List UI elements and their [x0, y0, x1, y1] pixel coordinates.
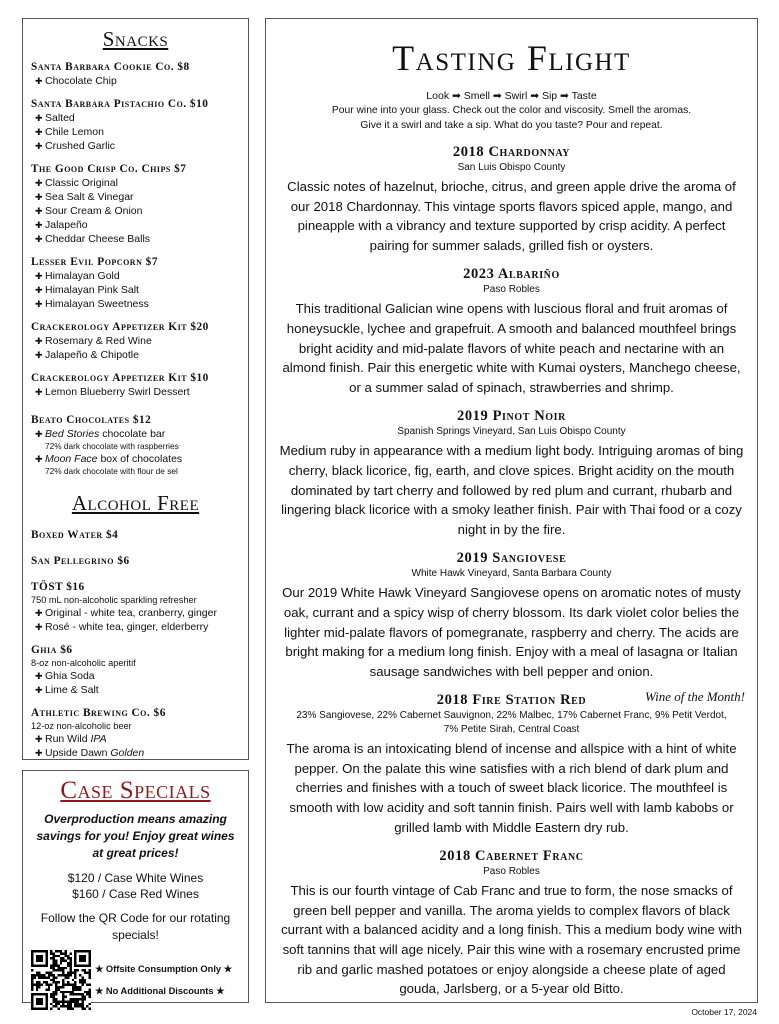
list-item: ✚ Himalayan Gold [35, 270, 120, 282]
wine-name: 2019 Sangiovese [456, 550, 567, 567]
qr-code-icon[interactable] [31, 950, 91, 1010]
wine-name: 2018 Cabernet Franc [439, 848, 584, 865]
list-item: ✚ Himalayan Sweetness [35, 298, 149, 310]
list-item: ✚ Lime & Salt [35, 684, 99, 696]
wine-entry [274, 847, 749, 999]
wine-origin: 23% Sangiovese, 22% Cabernet Sauvignon, 22% Malbec, 17% Cabernet Franc, 9% Petit Verdot, 7% Petite Sirah, Central Coast [296, 710, 727, 736]
snacks-panel [22, 18, 249, 760]
tasting-flight-panel [265, 18, 758, 1003]
list-item: ✚ Rosemary & Red Wine [35, 335, 152, 347]
list-item: ✚ Original - white tea, cranberry, ginger [35, 607, 217, 619]
drink-note: 12-oz non-alcoholic beer [31, 721, 132, 731]
item-note: 72% dark chocolate with raspberries [45, 441, 179, 451]
wine-origin: Paso Robles [483, 284, 540, 296]
policy-discounts: ★ No Additional Discounts ★ [95, 986, 225, 996]
wine-name: 2019 Pinot Noir [456, 408, 567, 425]
list-item: ✚ Jalapeño [35, 219, 88, 231]
wine-entry [274, 407, 749, 539]
instructions-line: Pour wine into your glass. Check out the color and viscosity. Smell the aromas. [331, 105, 692, 116]
list-item: ✚ Salted [35, 112, 75, 124]
snack-header: Lesser Evil Popcorn $7 [31, 256, 158, 268]
case-specials-intro: Overproduction means amazing savings for you! Enjoy great wines at great prices! [36, 812, 235, 860]
snacks-title: Snacks [102, 27, 169, 51]
item-note: 72% dark chocolate with flour de sel [45, 466, 178, 476]
alcohol-free-title: Alcohol Free [71, 491, 200, 515]
list-item: ✚ Lemon Blueberry Swirl Dessert [35, 386, 190, 398]
wine-entry [274, 549, 749, 681]
wine-description: Classic notes of hazelnut, brioche, citrus, and green apple drive the aroma of our 2018 Chardonnay. This vintage sports flavors spiced apple, mango, and pineapple with a vibrancy and texture supported by crisp acidity. A perfect pairing for summer salads, grilled fish or oysters. [287, 179, 736, 253]
drink-group [31, 643, 240, 697]
policy-offsite: ★ Offsite Consumption Only ★ [95, 964, 233, 974]
list-item: ✚ Classic Original [35, 177, 118, 189]
snack-group [31, 320, 240, 362]
snack-header: The Good Crisp Co. Chips $7 [31, 163, 187, 175]
snack-group [31, 413, 240, 477]
snack-group [31, 97, 240, 153]
list-item: ✚ Chocolate Chip [35, 75, 117, 87]
wine-name: 2018 Fire Station Red [436, 692, 587, 709]
snack-group [31, 60, 240, 88]
list-item: ✚ Crushed Garlic [35, 140, 116, 152]
drink-group [31, 706, 240, 760]
snack-group [31, 255, 240, 311]
wine-description: The aroma is an intoxicating blend of incense and allspice with a hint of white pepper. On the palate this wine satisfies with a rich blend of dark plum and cherries and finishes with a touch of sweet black licorice. The mouthfeel is smooth with low acidity and soft tannin finish. Pairs well with lamb kabobs or grilled lamb with Middle Eastern dry rub. [286, 741, 737, 835]
wine-origin: White Hawk Vineyard, Santa Barbara County [411, 568, 612, 580]
wine-name: 2023 Albariño [463, 266, 560, 283]
qr-instructions: Follow the QR Code for our rotating specials! [40, 911, 231, 942]
snack-header: Santa Barbara Pistachio Co. $10 [31, 98, 209, 110]
drink-header: Ghia $6 [31, 644, 73, 656]
drink-note: 750 mL non-alcoholic sparkling refresher [31, 595, 197, 605]
white-case-price: $120 / Case White Wines [67, 871, 204, 885]
snack-group [31, 371, 240, 399]
wine-of-the-month-label: Wine of the Month! [644, 689, 745, 705]
list-item: ✚ Himalayan Pink Salt [35, 284, 139, 296]
list-item: ✚ Chile Lemon [35, 126, 104, 138]
wine-name: 2018 Chardonnay [452, 144, 571, 160]
wine-origin: Spanish Springs Vineyard, San Luis Obispo County [397, 426, 626, 438]
drink-header: TÖST $16 [31, 581, 85, 593]
snack-header: Crackerology Appetizer Kit $20 [31, 321, 209, 333]
drink-header: Boxed Water $4 [31, 529, 119, 541]
list-item: ✚ Moon Face box of chocolates [35, 453, 183, 465]
list-item: ✚ Ghia Soda [35, 670, 95, 682]
print-date: October 17, 2024 [691, 1007, 757, 1017]
list-item: ✚ Run Wild IPA [35, 733, 107, 745]
wine-origin: Paso Robles [483, 866, 540, 878]
list-item: ✚ Sea Salt & Vinegar [35, 191, 134, 203]
wine-entry [274, 143, 749, 255]
wine-description: This traditional Galician wine opens with luscious floral and fruit aromas of honeysuckle, lychee and grapefruit. A smooth and balanced mouthfeel brings bright acidity and mid-palate flavors of white peach and nectarine with an almond finish. Pair this energetic white with Kumai oysters, Manchego cheese, or a summer salad of spinach, strawberries and shrimp. [282, 301, 741, 395]
wine-origin: San Luis Obispo County [457, 162, 566, 173]
wine-description: This is our fourth vintage of Cab Franc and true to form, the nose smacks of green bell pepper and vanilla. The aroma yields to complex flavors of black currant with a balanced acidity and a long finish. This a medium body wine with soft tannins that will age nicely. Pair this wine with a rosemary encrusted prime rib and garlic mashed potatoes or enjoy alongside a cheese plate of aged gouda, Jarlsberg, or a 5-year old Bitto. [281, 883, 742, 997]
red-case-price: $160 / Case Red Wines [72, 887, 199, 901]
drink-header: Athletic Brewing Co. $6 [31, 707, 166, 719]
drink-group [31, 554, 240, 568]
snack-header: Santa Barbara Cookie Co. $8 [31, 61, 190, 73]
drink-group [31, 580, 240, 634]
wine-description: Medium ruby in appearance with a medium light body. Intriguing aromas of bing cherry, black licorice, fig, earth, and clove spices. Bright acidity on the mouth dominated by tart cherry and followed by red plum and currant, rhubarb and lingering black licorice with a smoky leather finish. Pair with Thai food or a cozy night in by the fire. [279, 443, 744, 537]
drink-note: 8-oz non-alcoholic aperitif [31, 658, 136, 668]
qr-row [31, 950, 240, 1010]
list-item: ✚ Cheddar Cheese Balls [35, 233, 151, 245]
wine-description: Our 2019 White Hawk Vineyard Sangiovese opens on aromatic notes of musty oak, currant and a spicy wisp of cherry blossom. Its dark violet color belies the lighter mid-palate flavors of pomegranate, raspberry and cherry. The acids are bright making for a medium long finish. Enjoy with a meal of lasagna or Italian sausage sandwiches with bell pepper and onion. [282, 585, 741, 679]
snack-header: Beato Chocolates $12 [31, 414, 152, 426]
list-item: ✚ Bed Stories chocolate bar [35, 428, 166, 440]
wine-entry [274, 265, 749, 397]
instructions-line: Give it a swirl and take a sip. What do you taste? Pour and repeat. [360, 120, 663, 131]
tasting-steps: Look ➡ Smell ➡ Swirl ➡ Sip ➡ Taste [426, 90, 597, 102]
snack-header: Crackerology Appetizer Kit $10 [31, 372, 209, 384]
snack-group [31, 162, 240, 246]
policy-list [91, 958, 232, 1002]
wine-title-row [274, 691, 749, 709]
wine-entry [274, 691, 749, 837]
list-item: ✚ Upside Dawn Golden [35, 747, 145, 759]
list-item: ✚ Sour Cream & Onion [35, 205, 143, 217]
list-item: ✚ Rosé - white tea, ginger, elderberry [35, 621, 209, 633]
case-specials-title: Case Specials [60, 777, 211, 804]
page-title: Tasting Flight [392, 38, 631, 78]
list-item: ✚ Jalapeño & Chipotle [35, 349, 139, 361]
drink-group [31, 528, 240, 542]
case-specials-panel [22, 770, 249, 1003]
drink-header: San Pellegrino $6 [31, 555, 130, 567]
